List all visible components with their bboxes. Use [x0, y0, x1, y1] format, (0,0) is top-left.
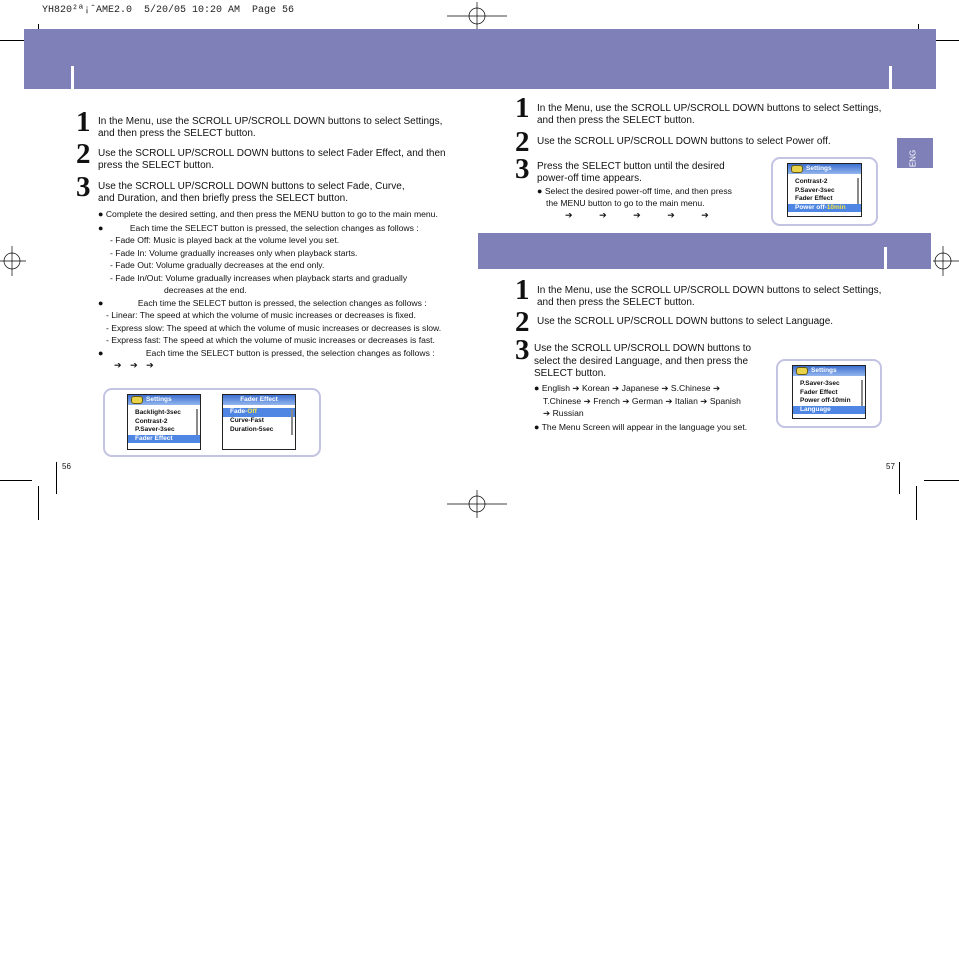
- arrow-icon: ➔: [130, 360, 138, 370]
- step-number: 2: [76, 138, 91, 170]
- fade-note: ● Each time the SELECT button is pressed, the selection changes as follows :: [98, 223, 419, 233]
- step-number: 1: [76, 106, 91, 138]
- poweroff-note: ● Select the desired power-off time, and then press the MENU button to go to the main menu.: [537, 186, 732, 208]
- screen-scrollbar: [196, 409, 198, 435]
- screen-scrollbar: [857, 178, 859, 204]
- page-number-left: 56: [62, 462, 71, 471]
- screen-scrollbar: [291, 409, 293, 435]
- crop-mark: [0, 480, 32, 481]
- step-number: 2: [515, 306, 530, 338]
- menu-line-selected: Language: [793, 406, 865, 415]
- step-number: 1: [515, 274, 530, 306]
- device-screen-fader: [222, 394, 296, 450]
- page-number-right: 57: [886, 462, 895, 471]
- curve-note: ● Each time the SELECT button is pressed, the selection changes as follows :: [98, 298, 427, 308]
- language-list: ● English ➔ Korean ➔ Japanese ➔ S.Chinese ➔ T.Chinese ➔ French ➔ German ➔ Italian ➔ Spanish ➔ Russian: [534, 383, 741, 418]
- registration-mark-top: [447, 2, 507, 30]
- poweroff-sequence: [565, 209, 709, 222]
- bullet-icon: ●: [534, 383, 540, 393]
- menu-line: Duration-5sec: [230, 426, 274, 433]
- list-item: - Fade In: Volume gradually increases only when playback starts.: [110, 247, 358, 258]
- step-number: 3: [515, 153, 530, 185]
- arrow-icon: ➔: [701, 210, 709, 220]
- menu-line: Curve-Fast: [230, 416, 264, 424]
- curve-options-list: [106, 309, 441, 347]
- arrow-icon: ➔: [146, 360, 154, 370]
- bullet-icon: ●: [98, 223, 104, 233]
- arrow-icon: ➔: [114, 360, 122, 370]
- step-text: Use the SCROLL UP/SCROLL DOWN buttons to select Fade, Curve, and Duration, and then briefly press the SELECT button.: [98, 181, 405, 204]
- step-number: 3: [76, 171, 91, 203]
- step-text: Use the SCROLL UP/SCROLL DOWN buttons to select Fader Effect, and then press the SELECT button.: [98, 148, 446, 171]
- crop-mark: [916, 486, 917, 520]
- menu-line: Fader Effect: [795, 195, 833, 202]
- duration-note: ● Each time the SELECT button is pressed, the selection changes as follows :: [98, 348, 435, 358]
- step-number: 1: [515, 92, 530, 124]
- crop-mark: [934, 40, 959, 41]
- settings-icon: [796, 367, 808, 375]
- step-text: In the Menu, use the SCROLL UP/SCROLL DOWN buttons to select Settings, and then press the SELECT button.: [98, 116, 443, 139]
- screen-title: Settings: [788, 164, 861, 174]
- header-notch: [889, 66, 892, 89]
- bullet-icon: ●: [534, 422, 540, 432]
- fade-options-list: [110, 234, 407, 297]
- menu-line: P.Saver-3sec: [135, 426, 175, 433]
- menu-line-selected: Power off-10min: [788, 204, 861, 213]
- list-item: - Express fast: The speed at which the volume of music increases or decreases is fast.: [106, 335, 435, 345]
- menu-line: Backlight-3sec: [135, 409, 181, 416]
- registration-mark-left: [0, 246, 26, 276]
- note-complete: ● Complete the desired setting, and then press the MENU button to go to the main menu.: [98, 209, 438, 219]
- step-text: Press the SELECT button until the desired power-off time appears.: [537, 161, 725, 184]
- print-slug: YH820²ª¡ˆAME2.0 5/20/05 10:20 AM Page 56: [42, 5, 295, 16]
- crop-mark: [924, 480, 959, 481]
- header-notch: [71, 66, 74, 89]
- language-tab: ENG: [897, 138, 933, 168]
- device-screen-settings: [127, 394, 201, 450]
- device-screen-language: [792, 365, 866, 419]
- menu-line: Contrast-2: [135, 417, 168, 425]
- device-screen-poweroff: [787, 163, 862, 217]
- header-band: [24, 29, 936, 89]
- list-item: - Fade Out: Volume gradually decreases at the end only.: [110, 260, 325, 270]
- crop-mark: [899, 462, 900, 494]
- step-text: Use the SCROLL UP/SCROLL DOWN buttons to select Power off.: [537, 136, 831, 147]
- arrow-icon: ➔: [565, 210, 573, 220]
- bullet-icon: ●: [537, 186, 543, 196]
- list-item: - Express slow: The speed at which the volume of music increases or decreases is slow.: [106, 322, 442, 333]
- arrow-icon: ➔: [633, 210, 641, 220]
- menu-line: Fader Effect: [800, 388, 838, 396]
- list-item: decreases at the end.: [164, 285, 247, 295]
- screen-title: Fader Effect: [223, 395, 295, 405]
- section-band: [478, 233, 931, 269]
- list-item: - Fade Off: Music is played back at the volume level you set.: [110, 235, 340, 245]
- bullet-icon: ●: [98, 348, 104, 358]
- list-item: - Linear: The speed at which the volume of music increases or decreases is fixed.: [106, 310, 416, 320]
- settings-icon: [131, 396, 143, 404]
- arrow-icon: ➔: [599, 210, 607, 220]
- list-item: - Fade In/Out: Volume gradually increases when playback starts and gradually: [110, 272, 408, 283]
- step-text: Use the SCROLL UP/SCROLL DOWN buttons to select Language.: [537, 316, 834, 327]
- registration-mark-bottom: [447, 490, 507, 518]
- step-text: Use the SCROLL UP/SCROLL DOWN buttons to select the desired Language, and then press the SELECT button.: [534, 343, 752, 379]
- duration-sequence: [114, 359, 154, 372]
- crop-mark: [56, 462, 57, 494]
- crop-mark: [0, 40, 24, 41]
- section-notch: [884, 247, 887, 269]
- screen-title: Settings: [128, 395, 200, 405]
- bullet-icon: ●: [98, 298, 104, 308]
- screen-scrollbar: [861, 380, 863, 406]
- step-number: 2: [515, 126, 530, 158]
- crop-mark: [38, 486, 39, 520]
- menu-line: P.Saver-3sec: [800, 380, 840, 387]
- settings-icon: [791, 165, 803, 173]
- bullet-icon: ●: [98, 209, 104, 219]
- step-number: 3: [515, 334, 530, 366]
- menu-line-selected: Fade-Off: [223, 408, 295, 417]
- arrow-icon: ➔: [667, 210, 675, 220]
- registration-mark-right: [933, 246, 959, 276]
- language-note: ● The Menu Screen will appear in the language you set.: [534, 422, 748, 432]
- step-text: In the Menu, use the SCROLL UP/SCROLL DOWN buttons to select Settings, and then press the SELECT button.: [537, 103, 882, 126]
- menu-line-selected: Fader Effect: [128, 435, 200, 444]
- menu-line: Contrast-2: [795, 178, 828, 185]
- step-text: In the Menu, use the SCROLL UP/SCROLL DOWN buttons to select Settings, and then press the SELECT button.: [537, 285, 882, 308]
- screen-title: Settings: [793, 366, 865, 376]
- menu-line: P.Saver-3sec: [795, 186, 835, 194]
- menu-line: Power off-10min: [800, 397, 851, 404]
